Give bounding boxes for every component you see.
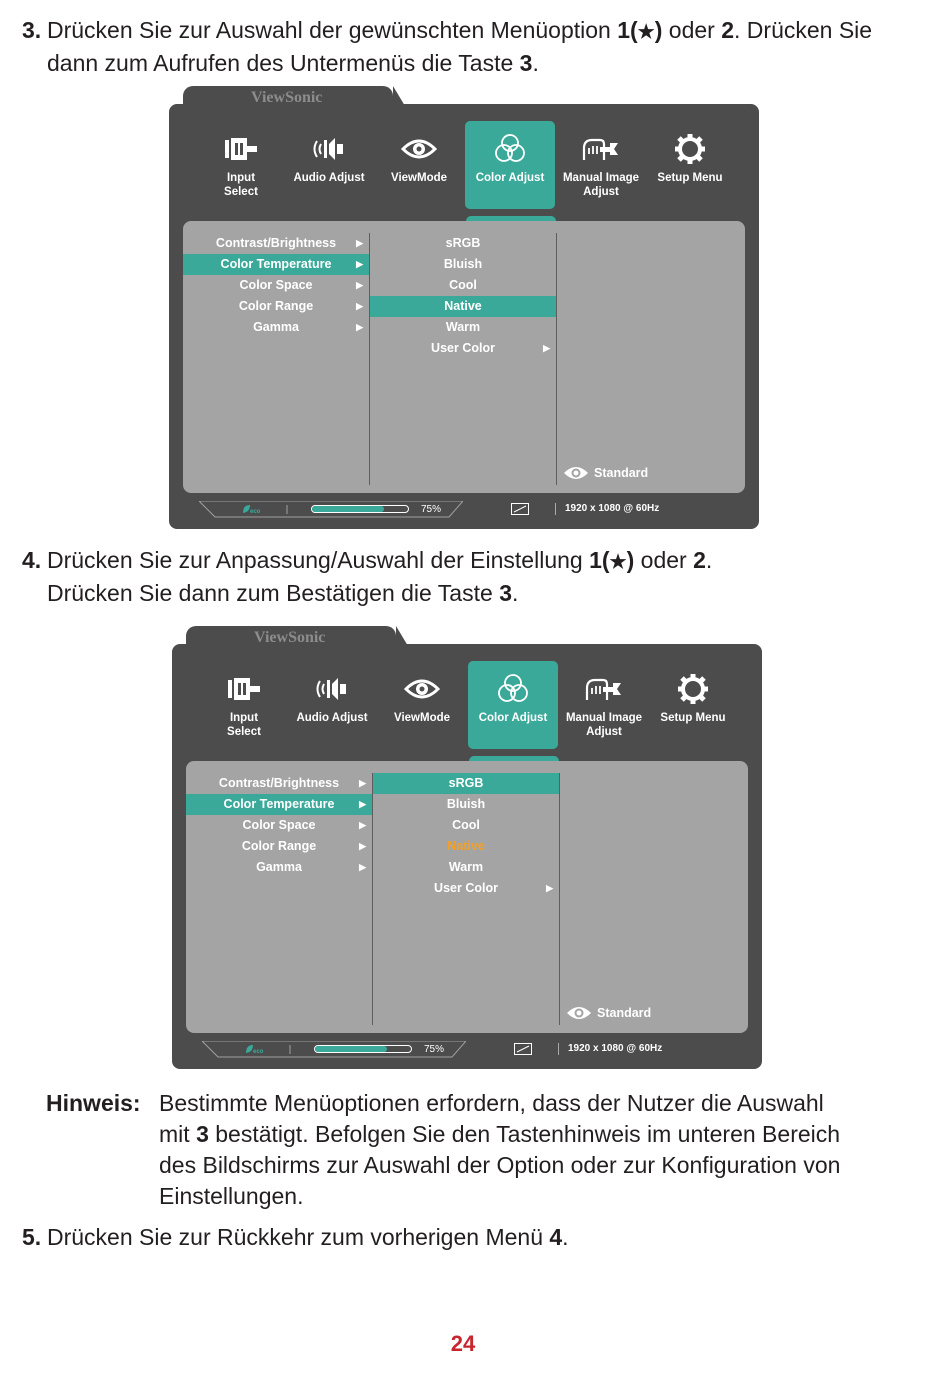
arrow-right-icon: ▶ (356, 238, 363, 248)
input-select-icon (223, 136, 259, 162)
menu-item-color-temperature[interactable]: Color Temperature ▶ (186, 794, 372, 815)
resolution-readout: 1920 x 1080 @ 60Hz (565, 503, 660, 514)
arrow-right-icon: ▶ (359, 841, 366, 851)
view-mode-indicator: Standard (563, 465, 648, 481)
eco-percentage: 75% (421, 504, 442, 515)
option-warm[interactable]: Warm (445, 320, 481, 334)
eco-icon (241, 503, 263, 515)
input-select-icon (226, 676, 262, 702)
menu-item-gamma[interactable]: Gamma ▶ (183, 317, 369, 338)
divider (556, 233, 557, 485)
option-warm[interactable]: Warm (448, 860, 484, 874)
menu-setup-menu[interactable]: Setup Menu (648, 661, 738, 749)
gear-icon (676, 672, 710, 706)
menu-audio-adjust[interactable]: Audio Adjust (287, 661, 377, 749)
eye-icon (404, 677, 440, 701)
step-number: 3. (22, 17, 42, 43)
svg-text:eco: eco (250, 509, 261, 515)
option-cool[interactable]: Cool (452, 818, 480, 832)
menu-manual-image-adjust[interactable]: Manual Image Adjust (556, 121, 646, 209)
color-circles-icon (493, 132, 527, 166)
aspect-ratio-icon (514, 1043, 532, 1055)
step-number: 4. (22, 547, 42, 573)
note-label: Hinweis: (46, 1090, 141, 1116)
arrow-right-icon: ▶ (543, 343, 550, 353)
osd-status-bar (202, 1041, 742, 1061)
note-text: Bestimmte Menüoptionen erfordern, dass der Nutzer die Auswahl mit 3 bestätigt. Befolgen Sie den Tastenhinweis im unteren Bereich des Bildschirms zur Auswahl der Option oder zur Konfiguration von Einstellungen. (159, 1090, 841, 1209)
option-user-color[interactable]: User Color ▶ (370, 338, 556, 359)
menu-item-gamma[interactable]: Gamma ▶ (186, 857, 372, 878)
menu-audio-adjust[interactable]: Audio Adjust (284, 121, 374, 209)
step-5: 5. Drücken Sie zur Rückkehr zum vorherigen Menü 4. (22, 1222, 569, 1253)
arrow-right-icon: ▶ (356, 259, 363, 269)
osd-main-menu (191, 121, 731, 216)
osd-main-menu (194, 661, 734, 756)
arrow-right-icon: ▶ (356, 301, 363, 311)
arrow-right-icon: ▶ (359, 862, 366, 872)
gear-icon (673, 132, 707, 166)
brand-logo: ViewSonic (251, 89, 323, 106)
color-circles-icon (496, 672, 530, 706)
menu-setup-menu[interactable]: Setup Menu (645, 121, 735, 209)
osd-submenu-panel (183, 221, 745, 493)
menu-viewmode[interactable]: ViewMode (374, 121, 464, 209)
eco-percentage: 75% (424, 1044, 445, 1055)
star-icon: ★ (609, 552, 627, 573)
hand-wrench-icon (580, 134, 622, 164)
option-native-current[interactable]: Native (447, 839, 485, 853)
arrow-right-icon: ▶ (546, 883, 553, 893)
hand-wrench-icon (583, 674, 625, 704)
menu-item-color-space[interactable]: Color Space ▶ (186, 815, 372, 836)
option-bluish[interactable]: Bluish (443, 257, 483, 271)
menu-viewmode[interactable]: ViewMode (377, 661, 467, 749)
arrow-right-icon: ▶ (356, 280, 363, 290)
option-native[interactable]: Native (370, 296, 556, 317)
osd-submenu-panel (186, 761, 748, 1033)
eco-progress-fill (315, 1046, 387, 1052)
menu-manual-image-adjust[interactable]: Manual Image Adjust (559, 661, 649, 749)
aspect-ratio-icon (511, 503, 529, 515)
menu-item-color-range[interactable]: Color Range ▶ (183, 296, 369, 317)
osd-option-list (370, 233, 556, 359)
step-3: 3. Drücken Sie zur Auswahl der gewünschten Menüoption 1(★) oder 2. Drücken Sie dann zum Aufrufen des Untermenüs die Taste 3. (22, 17, 873, 76)
eco-progress-bar (311, 505, 409, 513)
eye-icon (566, 1005, 592, 1021)
speaker-icon (311, 135, 347, 163)
arrow-right-icon: ▶ (356, 322, 363, 332)
step-4: 4. Drücken Sie zur Anpassung/Auswahl der Einstellung 1(★) oder 2. Drücken Sie dann zum Bestätigen die Taste 3. (22, 547, 713, 606)
option-srgb[interactable]: sRGB (445, 236, 481, 250)
view-mode-indicator: Standard (566, 1005, 651, 1021)
menu-input-select[interactable]: Input Select (196, 121, 286, 209)
page-number: 24 (450, 1331, 476, 1356)
brand-logo: ViewSonic (254, 629, 326, 646)
eye-icon (401, 137, 437, 161)
osd-screenshot-1 (169, 86, 759, 531)
step-number: 5. (22, 1224, 42, 1250)
menu-input-select[interactable]: Input Select (199, 661, 289, 749)
osd-menu-list (186, 773, 372, 878)
eco-progress-fill (312, 506, 384, 512)
menu-item-contrast-brightness[interactable]: Contrast/Brightness ▶ (186, 773, 372, 794)
option-bluish[interactable]: Bluish (446, 797, 486, 811)
menu-item-color-range[interactable]: Color Range ▶ (186, 836, 372, 857)
osd-option-list (373, 773, 559, 899)
menu-color-adjust[interactable]: Color Adjust (465, 121, 555, 209)
arrow-right-icon: ▶ (359, 820, 366, 830)
osd-status-bar (199, 501, 739, 521)
option-user-color[interactable]: User Color ▶ (373, 878, 559, 899)
menu-item-color-space[interactable]: Color Space ▶ (183, 275, 369, 296)
option-srgb[interactable]: sRGB (373, 773, 559, 794)
star-icon: ★ (637, 22, 655, 43)
divider (559, 773, 560, 1025)
eco-progress-bar (314, 1045, 412, 1053)
menu-item-contrast-brightness[interactable]: Contrast/Brightness ▶ (183, 233, 369, 254)
menu-color-adjust[interactable]: Color Adjust (468, 661, 558, 749)
resolution-readout: 1920 x 1080 @ 60Hz (568, 1043, 663, 1054)
arrow-right-icon: ▶ (359, 778, 366, 788)
osd-menu-list (183, 233, 369, 338)
eco-icon (244, 1043, 266, 1055)
menu-item-color-temperature[interactable]: Color Temperature ▶ (183, 254, 369, 275)
eye-icon (563, 465, 589, 481)
arrow-right-icon: ▶ (359, 799, 366, 809)
osd-screenshot-2 (172, 626, 762, 1071)
divider (555, 503, 556, 515)
option-cool[interactable]: Cool (449, 278, 477, 292)
divider (558, 1043, 559, 1055)
speaker-icon (314, 675, 350, 703)
svg-text:eco: eco (253, 1049, 264, 1055)
